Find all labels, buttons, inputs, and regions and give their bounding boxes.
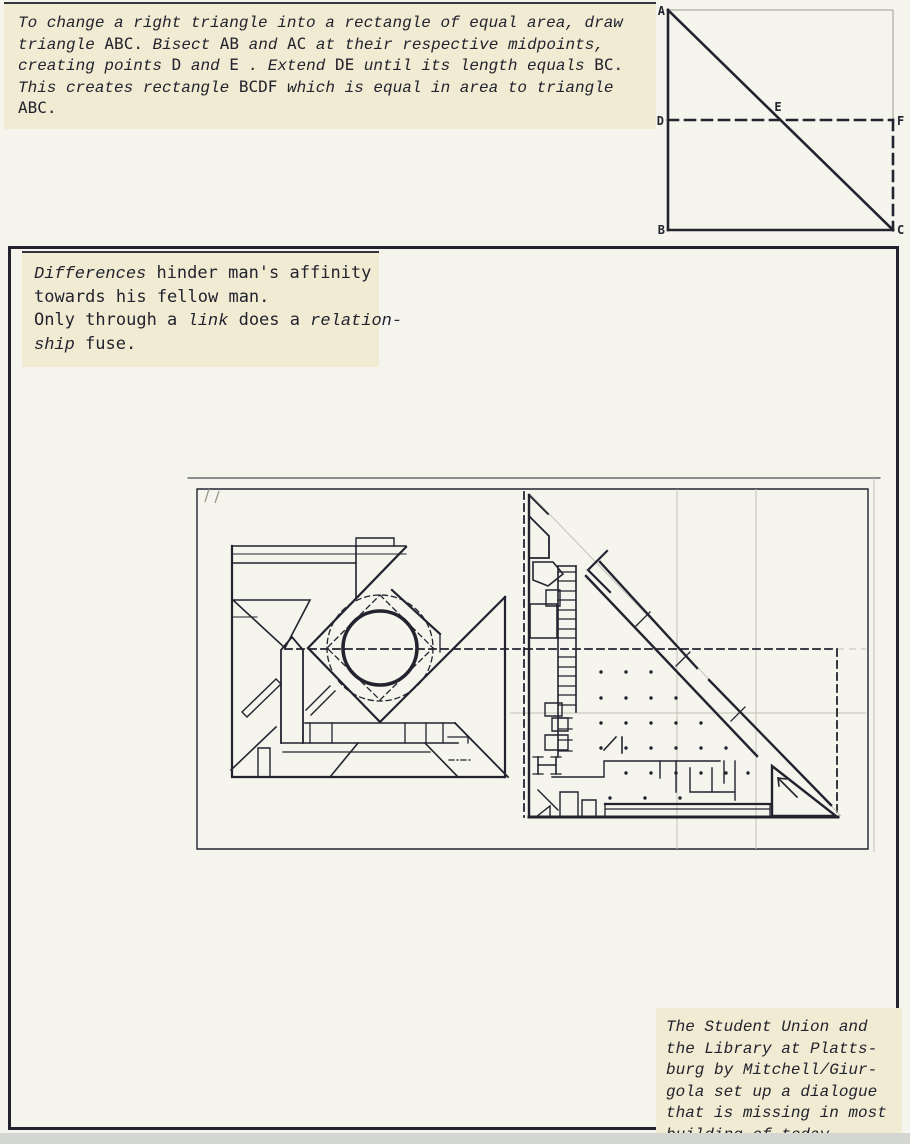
label-c: C: [897, 223, 905, 237]
text-segment: until its length equals: [354, 57, 595, 76]
triangle-to-rectangle-diagram: [650, 0, 910, 245]
note-differences: [22, 251, 403, 367]
scan-edge-strip: [0, 1133, 910, 1144]
label-d: D: [656, 114, 664, 128]
h-beam-room: [533, 757, 561, 774]
text-segment: The Student Union and: [666, 1018, 868, 1036]
text-segment: DE: [334, 55, 355, 75]
text-segment: AB: [219, 33, 240, 53]
text-segment: triangle: [18, 35, 105, 54]
north-arrow: [778, 778, 797, 797]
label-e: E: [774, 100, 782, 114]
note-line: [34, 262, 371, 286]
note-line: [18, 34, 648, 56]
text-segment: does a: [228, 309, 311, 330]
text-segment: and: [181, 57, 230, 76]
column-grid-dots: [599, 670, 749, 799]
text-segment: at their respective midpoints,: [306, 35, 604, 54]
plans-frame: [188, 478, 880, 852]
text-segment: ABC.: [18, 98, 57, 118]
text-segment: . Extend: [238, 57, 335, 76]
label-b: B: [657, 223, 665, 237]
note-triangle-rectangle: [4, 2, 656, 129]
pencil-mark: [205, 489, 219, 503]
note-line: [34, 333, 371, 357]
text-segment: ABC.: [104, 33, 143, 53]
text-segment: relation-: [310, 311, 403, 331]
student-union-plan: [231, 538, 508, 777]
text-segment: hinder man's affinity: [146, 263, 372, 283]
text-segment: fuse.: [74, 333, 137, 354]
text-segment: gola set up a dialogue: [666, 1082, 878, 1101]
text-segment: that is missing in most: [666, 1104, 887, 1123]
text-segment: towards his fellow man.: [34, 287, 270, 308]
text-segment: which is equal in area to triangle: [277, 78, 614, 97]
text-segment: the Library at Platts-: [666, 1039, 878, 1058]
note-line: [666, 1016, 898, 1038]
text-segment: D: [171, 55, 182, 75]
text-segment: ship: [34, 335, 75, 355]
floor-plans-drawing: [185, 470, 885, 860]
text-segment: E: [229, 55, 239, 75]
note-line: [34, 286, 371, 308]
library-plan: [524, 492, 841, 817]
note-line: [666, 1038, 898, 1060]
note-line: [666, 1081, 898, 1103]
text-segment: Only through a: [34, 309, 188, 330]
text-segment: This creates rectangle: [18, 78, 239, 97]
text-segment: AC: [287, 33, 307, 53]
text-segment: BC.: [594, 55, 624, 75]
label-f: F: [897, 114, 905, 128]
text-segment: and: [239, 35, 288, 54]
text-segment: Bisect: [142, 35, 220, 54]
note-line: [34, 309, 403, 333]
note-line: [666, 1102, 898, 1124]
note-line: [666, 1059, 898, 1081]
label-a: A: [657, 4, 665, 18]
text-segment: To change a right triangle into a rectangle of equal area, draw: [18, 14, 623, 32]
text-segment: burg by Mitchell/Giur-: [666, 1061, 878, 1080]
note-line: [18, 98, 648, 119]
note-line: [18, 77, 648, 99]
text-segment: BCDF: [238, 76, 278, 96]
rectangle-dashed-lines: [668, 120, 893, 230]
text-segment: creating points: [18, 57, 172, 76]
note-line: [18, 55, 648, 77]
text-segment: link: [187, 311, 229, 331]
text-segment: Differences: [34, 265, 147, 284]
note-line: [18, 12, 648, 34]
note-student-union: [656, 1008, 902, 1144]
